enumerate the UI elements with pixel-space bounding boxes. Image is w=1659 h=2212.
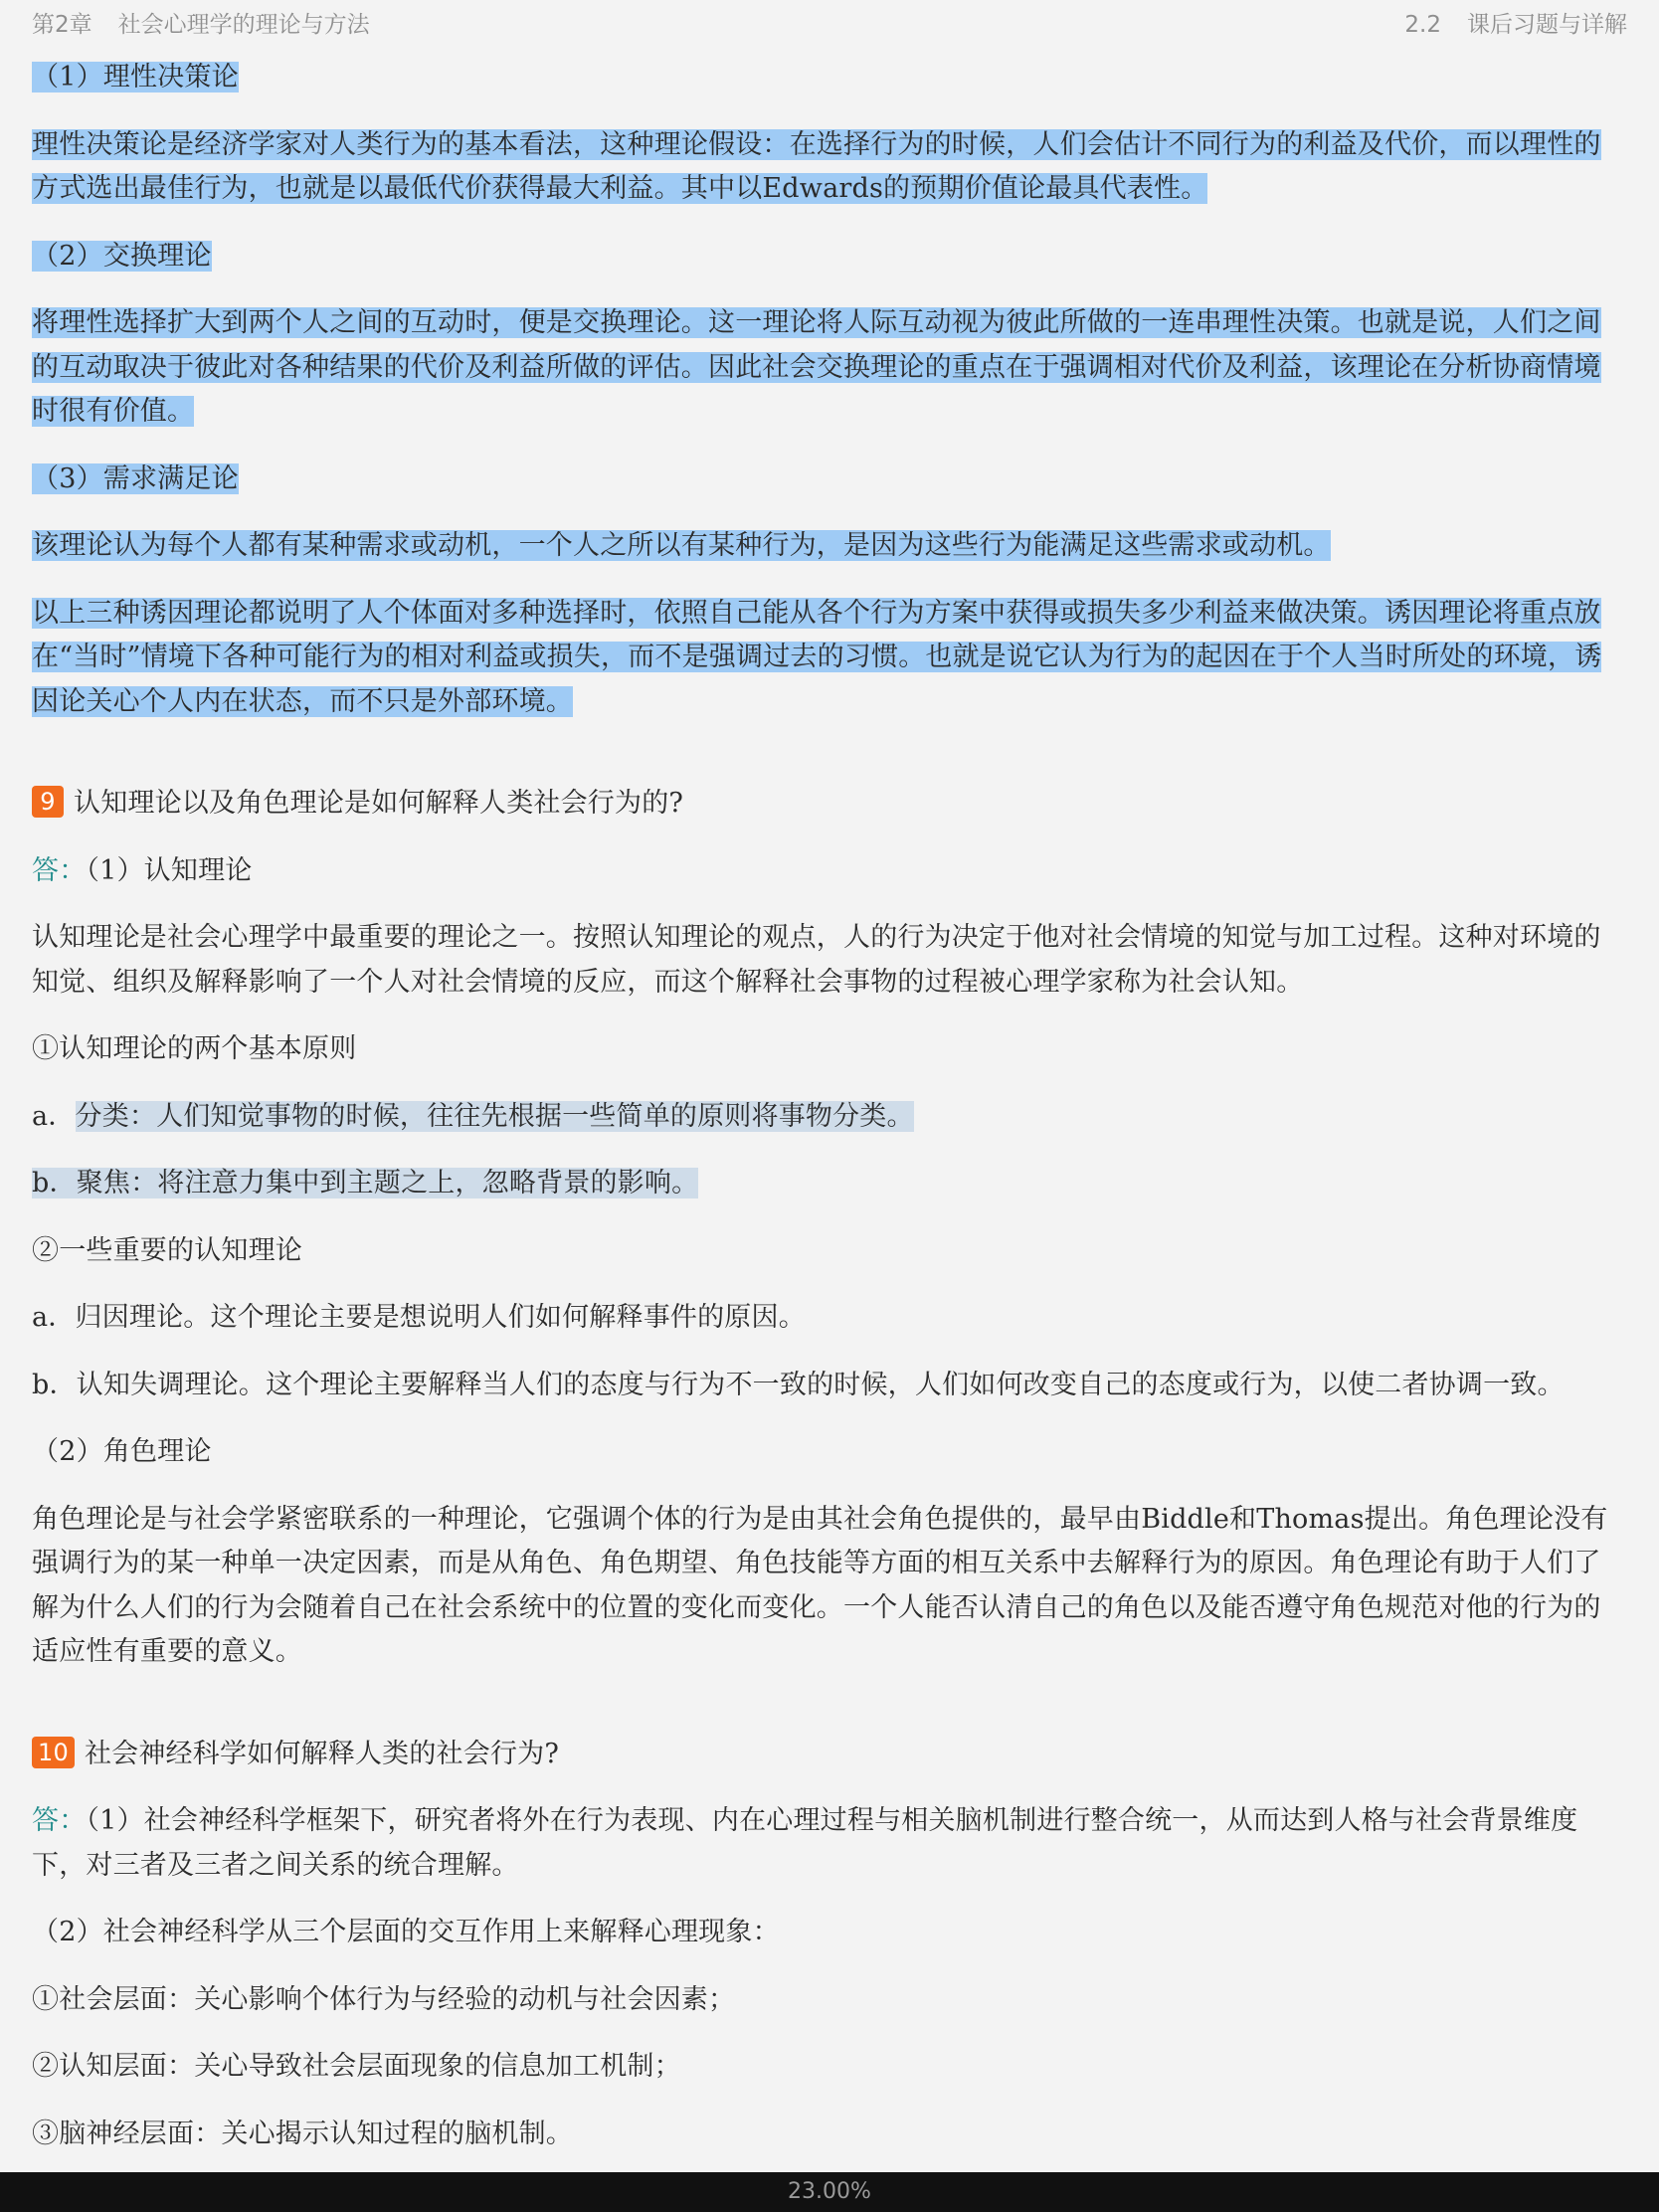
highlighted-text: b．聚焦：将注意力集中到主题之上，忽略背景的影响。 xyxy=(32,1168,699,1198)
highlighted-text: （2）交换理论 xyxy=(32,240,212,272)
chapter-heading xyxy=(32,6,370,39)
question-number-badge: 9 xyxy=(32,786,64,818)
theories-title: ②一些重要的认知理论 xyxy=(32,1234,302,1266)
section-title: 课后习题与详解 xyxy=(1467,12,1627,38)
role-theory-title: （2）角色理论 xyxy=(32,1436,212,1467)
answer-text: （1）社会神经科学框架下，研究者将外在行为表现、内在心理过程与相关脑机制进行整合统一，从而达到人格与社会背景维度下，对三者及三者之间关系的统合理解。 xyxy=(32,1805,1578,1881)
answer-10-part2: （2）社会神经科学从三个层面的交互作用上来解释心理现象： xyxy=(32,1917,780,1947)
answer-9-heading xyxy=(32,849,1621,894)
answer-subtitle: （1）认知理论 xyxy=(86,854,253,886)
document-body xyxy=(32,56,1621,2156)
question-number-badge: 10 xyxy=(32,1737,75,1768)
progress-percentage: 23.00% xyxy=(788,2179,871,2204)
page-header xyxy=(0,0,1659,40)
paragraph-exchange-theory[interactable] xyxy=(32,301,1621,435)
principle-b[interactable] xyxy=(32,1162,1621,1206)
paragraph-role-theory: 角色理论是与社会学紧密联系的一种理论，它强调个体的行为是由其社会角色提供的，最早由Biddle和Thomas提出。角色理论没有强调行为的某一种单一决定因素，而是从角色、角色期望、角色技能等方面的相互关系中去解释行为的原因。角色理论有助于人们了解为什么人们的行为会随着自己在社会系统中的位置的变化而变化。一个人能否认清自己的角色以及能否遵守角色规范对他的行为的适应性有重要的意义。 xyxy=(32,1503,1608,1667)
answer-label: 答： xyxy=(32,1805,87,1836)
level-social: ①社会层面：关心影响个体行为与经验的动机与社会因素； xyxy=(32,1983,736,2015)
question-text: 认知理论以及角色理论是如何解释人类社会行为的? xyxy=(74,788,684,819)
section-heading xyxy=(1404,6,1627,39)
principles-title: ①认知理论的两个基本原则 xyxy=(32,1033,357,1064)
section-number: 2.2 xyxy=(1404,12,1441,38)
subheading-exchange-theory[interactable] xyxy=(32,235,1621,279)
paragraph-incentive-summary[interactable] xyxy=(32,592,1621,725)
highlighted-text: （1）理性决策论 xyxy=(32,62,239,92)
theory-b: b．认知失调理论。这个理论主要解释当人们的态度与行为不一致的时候，人们如何改变自己的态度或行为，以使二者协调一致。 xyxy=(32,1369,1565,1400)
highlighted-text: （3）需求满足论 xyxy=(32,462,239,494)
question-text: 社会神经科学如何解释人类的社会行为? xyxy=(84,1738,560,1769)
highlighted-text: 分类：人们知觉事物的时候，往往先根据一些简单的原则将事物分类。 xyxy=(75,1100,914,1132)
highlighted-text: 该理论认为每个人都有某种需求或动机，一个人之所以有某种行为，是因为这些行为能满足这些需求或动机。 xyxy=(32,530,1331,561)
highlighted-text: 理性决策论是经济学家对人类行为的基本看法，这种理论假设：在选择行为的时候，人们会估计不同行为的利益及代价，而以理性的方式选出最佳行为，也就是以最低代价获得最大利益。其中以Edwards的预期价值论最具代表性。 xyxy=(32,128,1601,204)
highlighted-text: 将理性选择扩大到两个人之间的互动时，便是交换理论。这一理论将人际互动视为彼此所做的一连串理性决策。也就是说，人们之间的互动取决于彼此对各种结果的代价及利益所做的评估。因此社会交换理论的重点在于强调相对代价及利益，该理论在分析协商情境时很有价值。 xyxy=(32,307,1601,427)
question-10 xyxy=(32,1733,1621,1777)
chapter-number: 第2章 xyxy=(32,12,92,38)
principle-a[interactable] xyxy=(32,1095,1621,1140)
answer-label: 答： xyxy=(32,854,87,886)
paragraph-cognitive-theory: 认知理论是社会心理学中最重要的理论之一。按照认知理论的观点，人的行为决定于他对社会情境的知觉与加工过程。这种对环境的知觉、组织及解释影响了一个人对社会情境的反应，而这个解释社会事物的过程被心理学家称为社会认知。 xyxy=(32,922,1601,998)
chapter-title: 社会心理学的理论与方法 xyxy=(117,12,370,38)
list-marker: a． xyxy=(32,1100,76,1132)
question-9 xyxy=(32,782,1621,827)
level-cognitive: ②认知层面：关心导致社会层面现象的信息加工机制； xyxy=(32,2051,681,2082)
paragraph-rational-decision[interactable] xyxy=(32,123,1621,212)
answer-10-part1 xyxy=(32,1799,1621,1888)
reading-progress-bar[interactable] xyxy=(0,2172,1659,2212)
paragraph-need-satisfaction[interactable] xyxy=(32,524,1621,569)
level-neural: ③脑神经层面：关心揭示认知过程的脑机制。 xyxy=(32,2118,573,2149)
highlighted-text: 以上三种诱因理论都说明了人个体面对多种选择时，依照自己能从各个行为方案中获得或损失多少利益来做决策。诱因理论将重点放在“当时”情境下各种可能行为的相对利益或损失，而不是强调过去的习惯。也就是说它认为行为的起因在于个人当时所处的环境，诱因论关心个人内在状态，而不只是外部环境。 xyxy=(32,597,1602,717)
subheading-rational-decision[interactable] xyxy=(32,56,1621,100)
subheading-need-satisfaction[interactable] xyxy=(32,458,1621,502)
theory-a: a．归因理论。这个理论主要是想说明人们如何解释事件的原因。 xyxy=(32,1302,806,1333)
